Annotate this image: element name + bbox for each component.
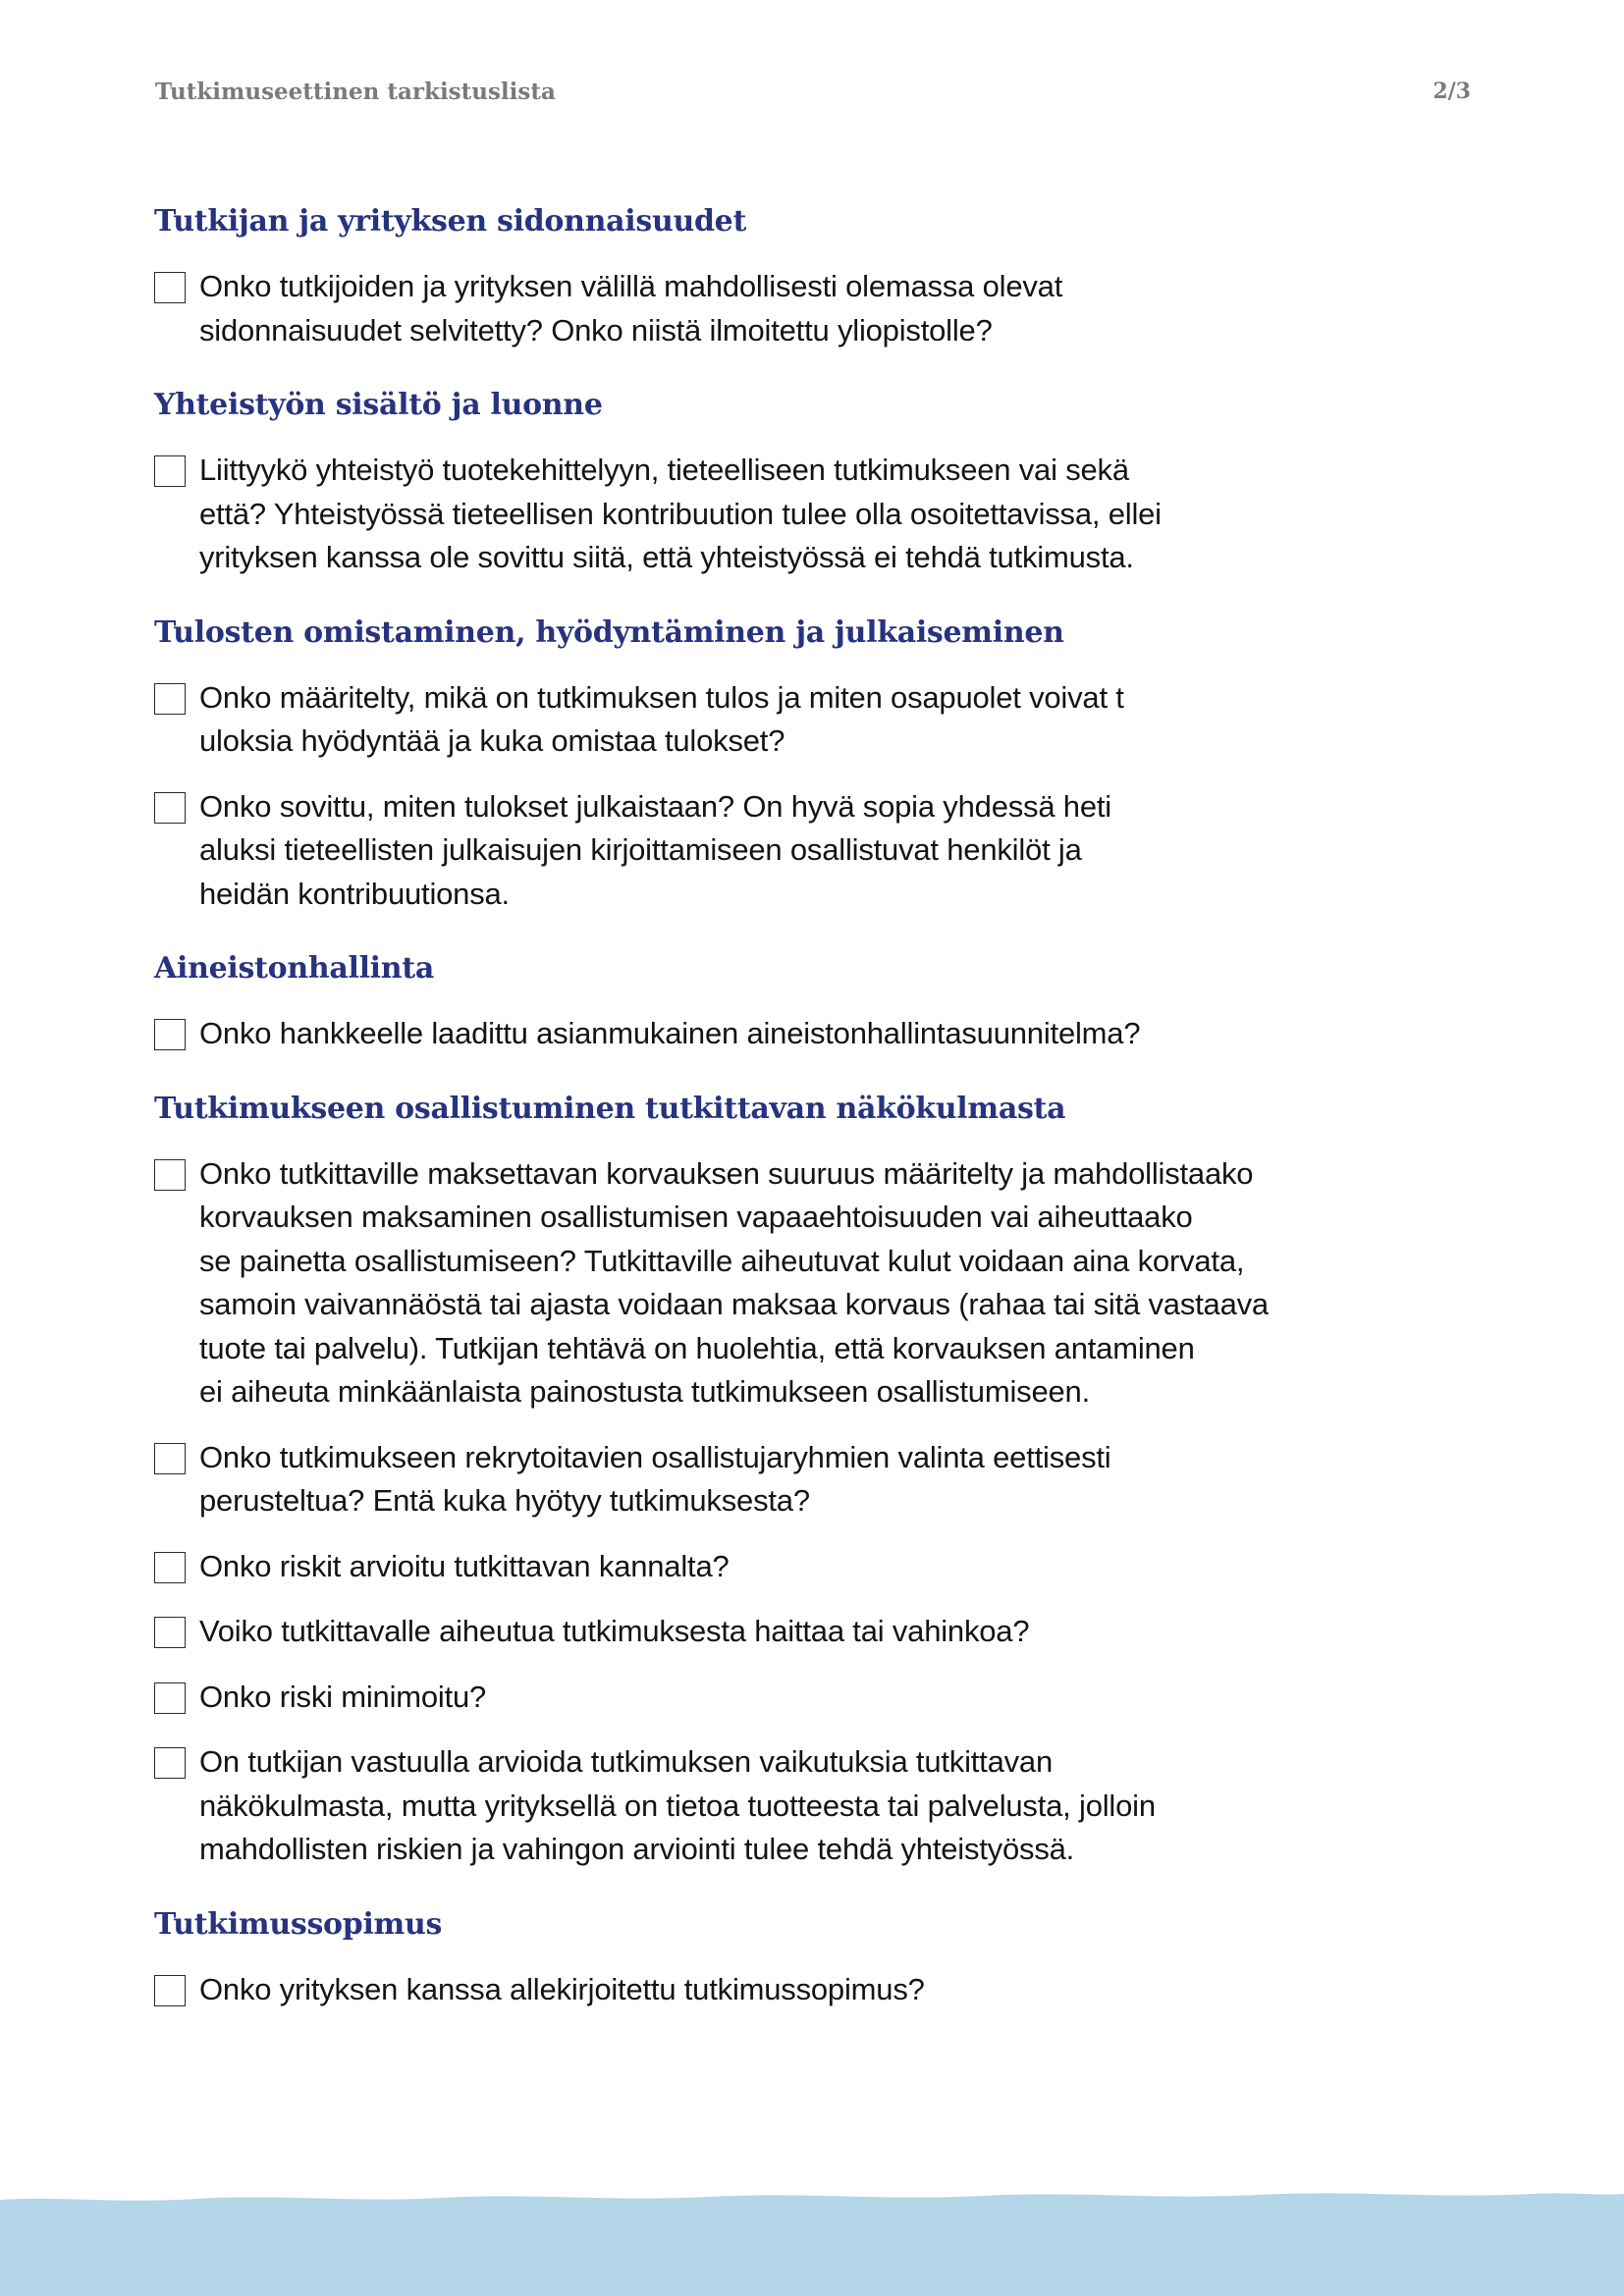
- checkbox[interactable]: [154, 1552, 186, 1583]
- checkbox[interactable]: [154, 272, 186, 303]
- checkbox[interactable]: [154, 1159, 186, 1191]
- text-line: näkökulmasta, mutta yrityksellä on tietoa tuotteesta tai palvelusta, jolloin: [199, 1788, 1156, 1823]
- section-heading: Aineistonhallinta: [154, 951, 434, 986]
- text-line: Onko riski minimoitu?: [199, 1679, 487, 1714]
- text-line: se painetta osallistumiseen? Tutkittaville aiheutuvat kulut voidaan aina korvata,: [199, 1243, 1245, 1278]
- text-line: Onko riskit arvioitu tutkittavan kannalta?: [199, 1548, 730, 1583]
- text-line: Onko määritelty, mikä on tutkimuksen tulos ja miten osapuolet voivat t: [199, 679, 1124, 715]
- text-line: Voiko tutkittavalle aiheutua tutkimuksesta haittaa tai vahinkoa?: [199, 1614, 1030, 1648]
- section-heading: Yhteistyön sisältö ja luonne: [154, 388, 603, 422]
- checklist-item-text: [199, 1152, 1269, 1415]
- checklist-item-text: [199, 676, 1124, 764]
- footer-wave-band: [0, 2188, 1624, 2296]
- section-heading: Tutkimussopimus: [154, 1906, 443, 1942]
- section-heading: Tutkimukseen osallistuminen tutkittavan näkökulmasta: [154, 1091, 1066, 1126]
- checklist-item: [154, 1676, 1362, 1720]
- checklist-content: [154, 202, 1362, 2045]
- text-line: tuote tai palvelu). Tutkijan tehtävä on huolehtia, että korvauksen antaminen: [199, 1330, 1195, 1365]
- page-header: [155, 79, 1471, 110]
- text-line: Onko tutkimukseen rekrytoitavien osallistujaryhmien valinta eettisesti: [199, 1439, 1111, 1474]
- text-line: Onko sovittu, miten tulokset julkaistaan? On hyvä sopia yhdessä heti: [199, 788, 1111, 824]
- text-line: aluksi tieteellisten julkaisujen kirjoittamiseen osallistuvat henkilöt ja: [199, 832, 1082, 867]
- checklist-section: [154, 614, 1362, 917]
- checklist-item: [154, 1610, 1362, 1654]
- text-line: korvauksen maksaminen osallistumisen vapaaehtoisuuden vai aiheuttaako: [199, 1200, 1193, 1234]
- checklist-item-text: [199, 1740, 1156, 1872]
- text-line: Onko tutkijoiden ja yrityksen välillä mahdollisesti olemassa olevat: [199, 269, 1063, 303]
- text-line: sidonnaisuudet selvitetty? Onko niistä ilmoitettu yliopistolle?: [199, 312, 993, 347]
- checklist-item: [154, 1545, 1362, 1589]
- text-line: ei aiheuta minkäänlaista painostusta tutkimukseen osallistumiseen.: [199, 1374, 1090, 1409]
- text-line: heidän kontribuutionsa.: [199, 876, 510, 911]
- text-line: perusteltua? Entä kuka hyötyy tutkimuksesta?: [199, 1483, 810, 1518]
- checkbox[interactable]: [154, 792, 186, 824]
- checklist-item: [154, 1968, 1362, 2012]
- text-line: On tutkijan vastuulla arvioida tutkimuksen vaikutuksia tutkittavan: [199, 1744, 1054, 1779]
- checklist-item: [154, 1012, 1362, 1056]
- checklist-section: [154, 1905, 1362, 2012]
- section-heading: Tutkijan ja yrityksen sidonnaisuudet: [154, 204, 747, 239]
- text-line: Onko yrityksen kanssa allekirjoitettu tutkimussopimus?: [199, 1971, 925, 2006]
- checklist-item-text: [199, 785, 1111, 917]
- document-title: Tutkimuseettinen tarkistuslista: [155, 79, 556, 105]
- checklist-section: [154, 949, 1362, 1056]
- checklist-item-text: [199, 1545, 730, 1589]
- checklist-item-text: [199, 449, 1162, 580]
- checklist-item-text: [199, 1012, 1140, 1056]
- text-line: että? Yhteistyössä tieteellisen kontribuution tulee olla osoitettavissa, ellei: [199, 496, 1162, 531]
- checklist-section: [154, 1090, 1362, 1872]
- checkbox[interactable]: [154, 1975, 186, 2006]
- checkbox[interactable]: [154, 1617, 186, 1648]
- checklist-item-text: [199, 1968, 925, 2012]
- checklist-item-text: [199, 1436, 1110, 1523]
- checklist-item-text: [199, 265, 1062, 352]
- checkbox[interactable]: [154, 455, 186, 487]
- checklist-item-text: [199, 1676, 486, 1720]
- checkbox[interactable]: [154, 1443, 186, 1474]
- checklist-section: [154, 386, 1362, 580]
- text-line: mahdollisten riskien ja vahingon arviointi tulee tehdä yhteistyössä.: [199, 1832, 1075, 1866]
- text-line: Onko hankkeelle laadittu asianmukainen aineistonhallintasuunnitelma?: [199, 1016, 1141, 1050]
- checklist-item: [154, 1152, 1362, 1415]
- checkbox[interactable]: [154, 1682, 186, 1714]
- text-line: samoin vaivannäöstä tai ajasta voidaan maksaa korvaus (rahaa tai sitä vastaava: [199, 1287, 1269, 1321]
- checkbox[interactable]: [154, 683, 186, 715]
- checkbox[interactable]: [154, 1019, 186, 1050]
- checkbox[interactable]: [154, 1747, 186, 1779]
- text-line: Liittyykö yhteistyö tuotekehittelyyn, tieteelliseen tutkimukseen vai sekä: [199, 453, 1129, 487]
- checklist-item: [154, 449, 1362, 580]
- checklist-item: [154, 265, 1362, 352]
- checklist-item-text: [199, 1610, 1029, 1654]
- checklist-section: [154, 202, 1362, 352]
- checklist-item: [154, 676, 1362, 764]
- page-number: 2/3: [1433, 79, 1471, 104]
- text-line: uloksia hyödyntää ja kuka omistaa tulokset?: [199, 723, 785, 758]
- text-line: yrityksen kanssa ole sovittu siitä, että yhteistyössä ei tehdä tutkimusta.: [199, 540, 1134, 574]
- text-line: Onko tutkittaville maksettavan korvauksen suuruus määritelty ja mahdollistaako: [199, 1155, 1254, 1191]
- checklist-item: [154, 1740, 1362, 1872]
- section-heading: Tulosten omistaminen, hyödyntäminen ja julkaiseminen: [154, 614, 1064, 650]
- checklist-item: [154, 1436, 1362, 1523]
- checklist-item: [154, 785, 1362, 917]
